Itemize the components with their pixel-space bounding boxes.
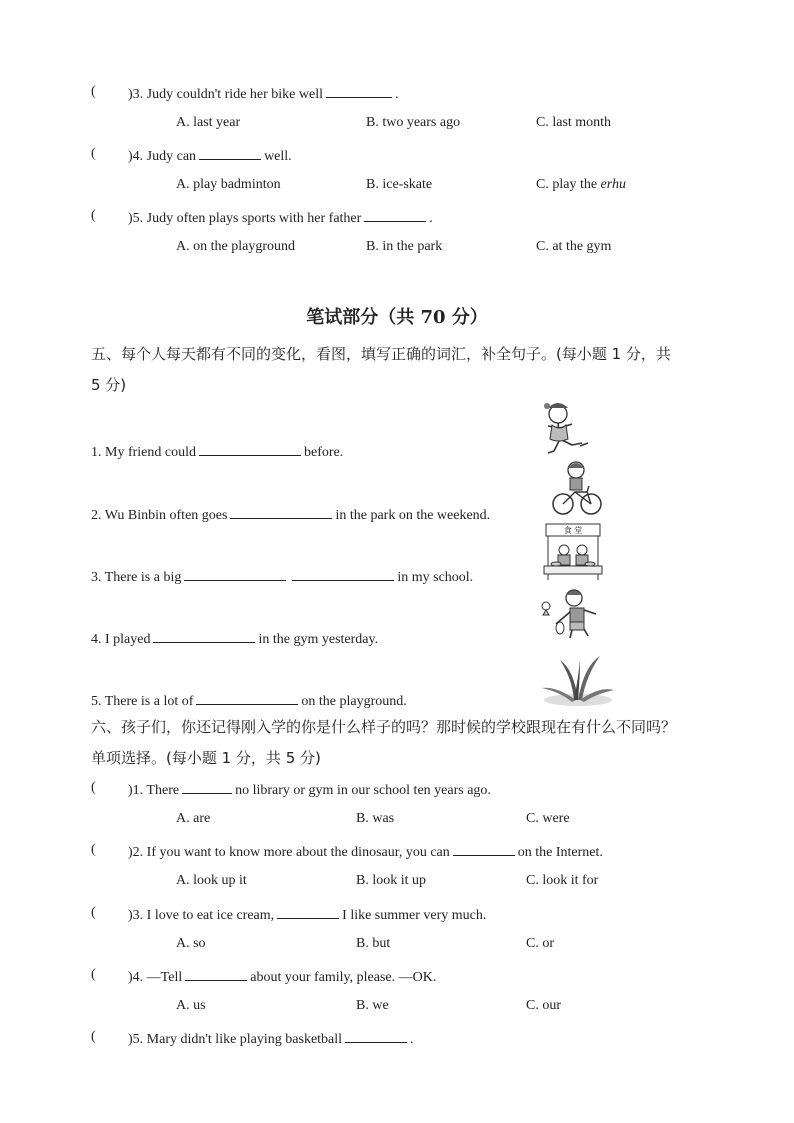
answer-blank[interactable] [277, 905, 339, 919]
fill-item-4: 4. I played in the gym yesterday. [91, 629, 378, 648]
answer-blank[interactable] [230, 505, 332, 519]
option-b[interactable]: B. in the park [366, 239, 443, 254]
written-section-heading: 笔试部分（共 70 分） [306, 307, 488, 328]
answer-blank[interactable] [326, 84, 392, 98]
answer-blank[interactable] [292, 567, 394, 581]
section6-title-cont: 单项选择。(每小题 1 分，共 5 分) [91, 749, 321, 767]
answer-blank[interactable] [153, 629, 255, 643]
option-b[interactable]: B. was [356, 811, 395, 826]
option-a[interactable]: A. on the playground [176, 239, 295, 254]
option-a[interactable]: A. look up it [176, 873, 247, 888]
section6-title: 六、孩子们，你还记得刚入学的你是什么样子的吗？那时候的学校跟现在有什么不同吗？ [91, 718, 677, 736]
option-c[interactable]: C. last month [536, 115, 612, 130]
grass-picture [540, 650, 616, 706]
section5-title-cont: 5 分) [91, 376, 127, 394]
fill-item-1: 1. My friend could before. [91, 442, 343, 461]
answer-paren[interactable]: ( [91, 208, 96, 223]
question-text: )5. Mary didn't like playing basketball . [128, 1029, 414, 1048]
question-text: )3. Judy couldn't ride her bike well . [128, 84, 398, 103]
fill-item-5: 5. There is a lot of on the playground. [91, 691, 407, 710]
option-a[interactable]: A. us [176, 998, 206, 1013]
question-text: )4. —Tell about your family, please. —OK. [128, 967, 436, 986]
answer-paren[interactable]: ( [91, 84, 96, 99]
option-c[interactable]: C. our [526, 998, 561, 1013]
answer-blank[interactable] [184, 567, 286, 581]
option-c[interactable]: C. were [526, 811, 570, 826]
girl-ice-skating-picture [540, 400, 596, 458]
option-c[interactable]: C. at the gym [536, 239, 612, 254]
option-b[interactable]: B. ice-skate [366, 177, 433, 192]
option-b[interactable]: B. two years ago [366, 115, 461, 130]
question-text: )1. There no library or gym in our school ten years ago. [128, 780, 491, 799]
answer-paren[interactable]: ( [91, 905, 96, 920]
school-canteen-picture [542, 522, 604, 582]
boy-riding-bike-picture [552, 460, 602, 518]
option-a[interactable]: A. are [176, 811, 211, 826]
question-text: )4. Judy can well. [128, 146, 292, 165]
answer-blank[interactable] [345, 1029, 407, 1043]
answer-paren[interactable]: ( [91, 842, 96, 857]
question-text: )5. Judy often plays sports with her father . [128, 208, 433, 227]
canteen-sign: 食 堂 [563, 526, 583, 535]
answer-paren[interactable]: ( [91, 780, 96, 795]
answer-paren[interactable]: ( [91, 1029, 96, 1044]
answer-paren[interactable]: ( [91, 967, 96, 982]
answer-blank[interactable] [364, 208, 426, 222]
option-b[interactable]: B. look it up [356, 873, 427, 888]
fill-item-3: 3. There is a big in my school. [91, 567, 473, 586]
answer-blank[interactable] [185, 967, 247, 981]
option-c[interactable]: C. play the erhu [536, 177, 626, 192]
question-text: )3. I love to eat ice cream, I like summer very much. [128, 905, 486, 924]
option-b[interactable]: B. but [356, 936, 391, 951]
answer-blank[interactable] [453, 842, 515, 856]
question-text: )2. If you want to know more about the dinosaur, you can on the Internet. [128, 842, 603, 861]
answer-blank[interactable] [199, 146, 261, 160]
option-c[interactable]: C. look it for [526, 873, 599, 888]
answer-blank[interactable] [199, 442, 301, 456]
fill-item-2: 2. Wu Binbin often goes in the park on the weekend. [91, 505, 490, 524]
boy-playing-badminton-picture [540, 588, 602, 646]
answer-blank[interactable] [182, 780, 232, 794]
option-a[interactable]: A. so [176, 936, 206, 951]
section5-title: 五、每个人每天都有不同的变化，看图，填写正确的词汇，补全句子。(每小题 1 分，共 [91, 345, 671, 363]
option-c[interactable]: C. or [526, 936, 554, 951]
answer-blank[interactable] [196, 691, 298, 705]
option-a[interactable]: A. last year [176, 115, 241, 130]
option-b[interactable]: B. we [356, 998, 389, 1013]
answer-paren[interactable]: ( [91, 146, 96, 161]
option-a[interactable]: A. play badminton [176, 177, 281, 192]
